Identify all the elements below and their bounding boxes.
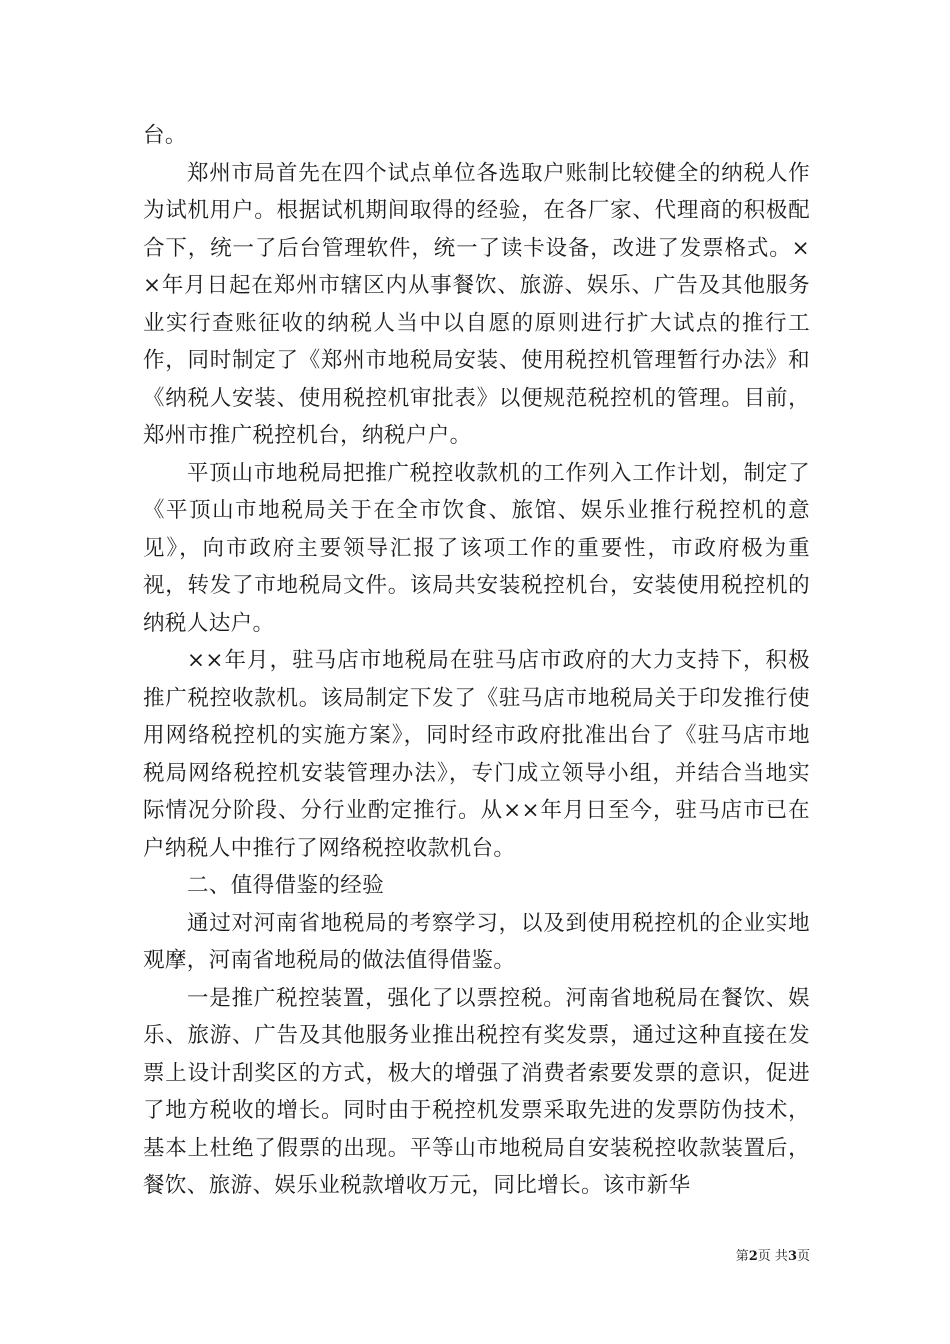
footer-current-page: 2 xyxy=(748,1249,758,1264)
page-number-footer xyxy=(700,1248,810,1266)
section-heading-experience: 二、值得借鉴的经验 xyxy=(187,873,385,898)
footer-middle: 页 共 xyxy=(757,1249,788,1264)
footer-suffix: 页 xyxy=(796,1249,810,1264)
paragraph-continuation: 台。 xyxy=(143,123,187,148)
footer-prefix: 第 xyxy=(735,1249,749,1264)
paragraph-tax-control-device: 一是推广税控装置，强化了以票控税。河南省地税局在餐饮、娱乐、旅游、广告及其他服务业推出税控有奖发票，通过这种直接在发票上设计刮奖区的方式，极大的增强了消费者索要发票的意识，促进了地方税收的增长。同时由于税控机发票采取先进的发票防伪技术，基本上杜绝了假票的出现。平等山市地税局自安装税控收款装置后，餐饮、旅游、娱乐业税款增收万元，同比增长。该市新华 xyxy=(143,985,810,1198)
document-body xyxy=(143,117,810,1205)
paragraph-zhengzhou: 郑州市局首先在四个试点单位各选取户账制比较健全的纳税人作为试机用户。根据试机期间取得的经验，在各厂家、代理商的积极配合下，统一了后台管理软件，统一了读卡设备，改进了发票格式。××年月日起在郑州市辖区内从事餐饮、旅游、娱乐、广告及其他服务业实行查账征收的纳税人当中以自愿的原则进行扩大试点的推行工作，同时制定了《郑州市地税局安装、使用税控机管理暂行办法》和《纳税人安装、使用税控机审批表》以便规范税控机的管理。目前，郑州市推广税控机台，纳税户户。 xyxy=(143,160,810,448)
paragraph-pingdingshan: 平顶山市地税局把推广税控收款机的工作列入工作计划，制定了《平顶山市地税局关于在全市饮食、旅馆、娱乐业推行税控机的意见》，向市政府主要领导汇报了该项工作的重要性，市政府极为重视，转发了市地税局文件。该局共安装税控机台，安装使用税控机的纳税人达户。 xyxy=(143,460,810,636)
footer-total-pages: 3 xyxy=(787,1249,797,1264)
paragraph-zhumadian: ××年月，驻马店市地税局在驻马店市政府的大力支持下，积极推广税控收款机。该局制定下发了《驻马店市地税局关于印发推行使用网络税控机的实施方案》，同时经市政府批准出台了《驻马店市地税局网络税控机安装管理办法》，专门成立领导小组，并结合当地实际情况分阶段、分行业酌定推行。从××年月日至今，驻马店市已在户纳税人中推行了网络税控收款机台。 xyxy=(143,648,810,861)
paragraph-study-visit: 通过对河南省地税局的考察学习，以及到使用税控机的企业实地观摩，河南省地税局的做法值得借鉴。 xyxy=(143,910,810,973)
